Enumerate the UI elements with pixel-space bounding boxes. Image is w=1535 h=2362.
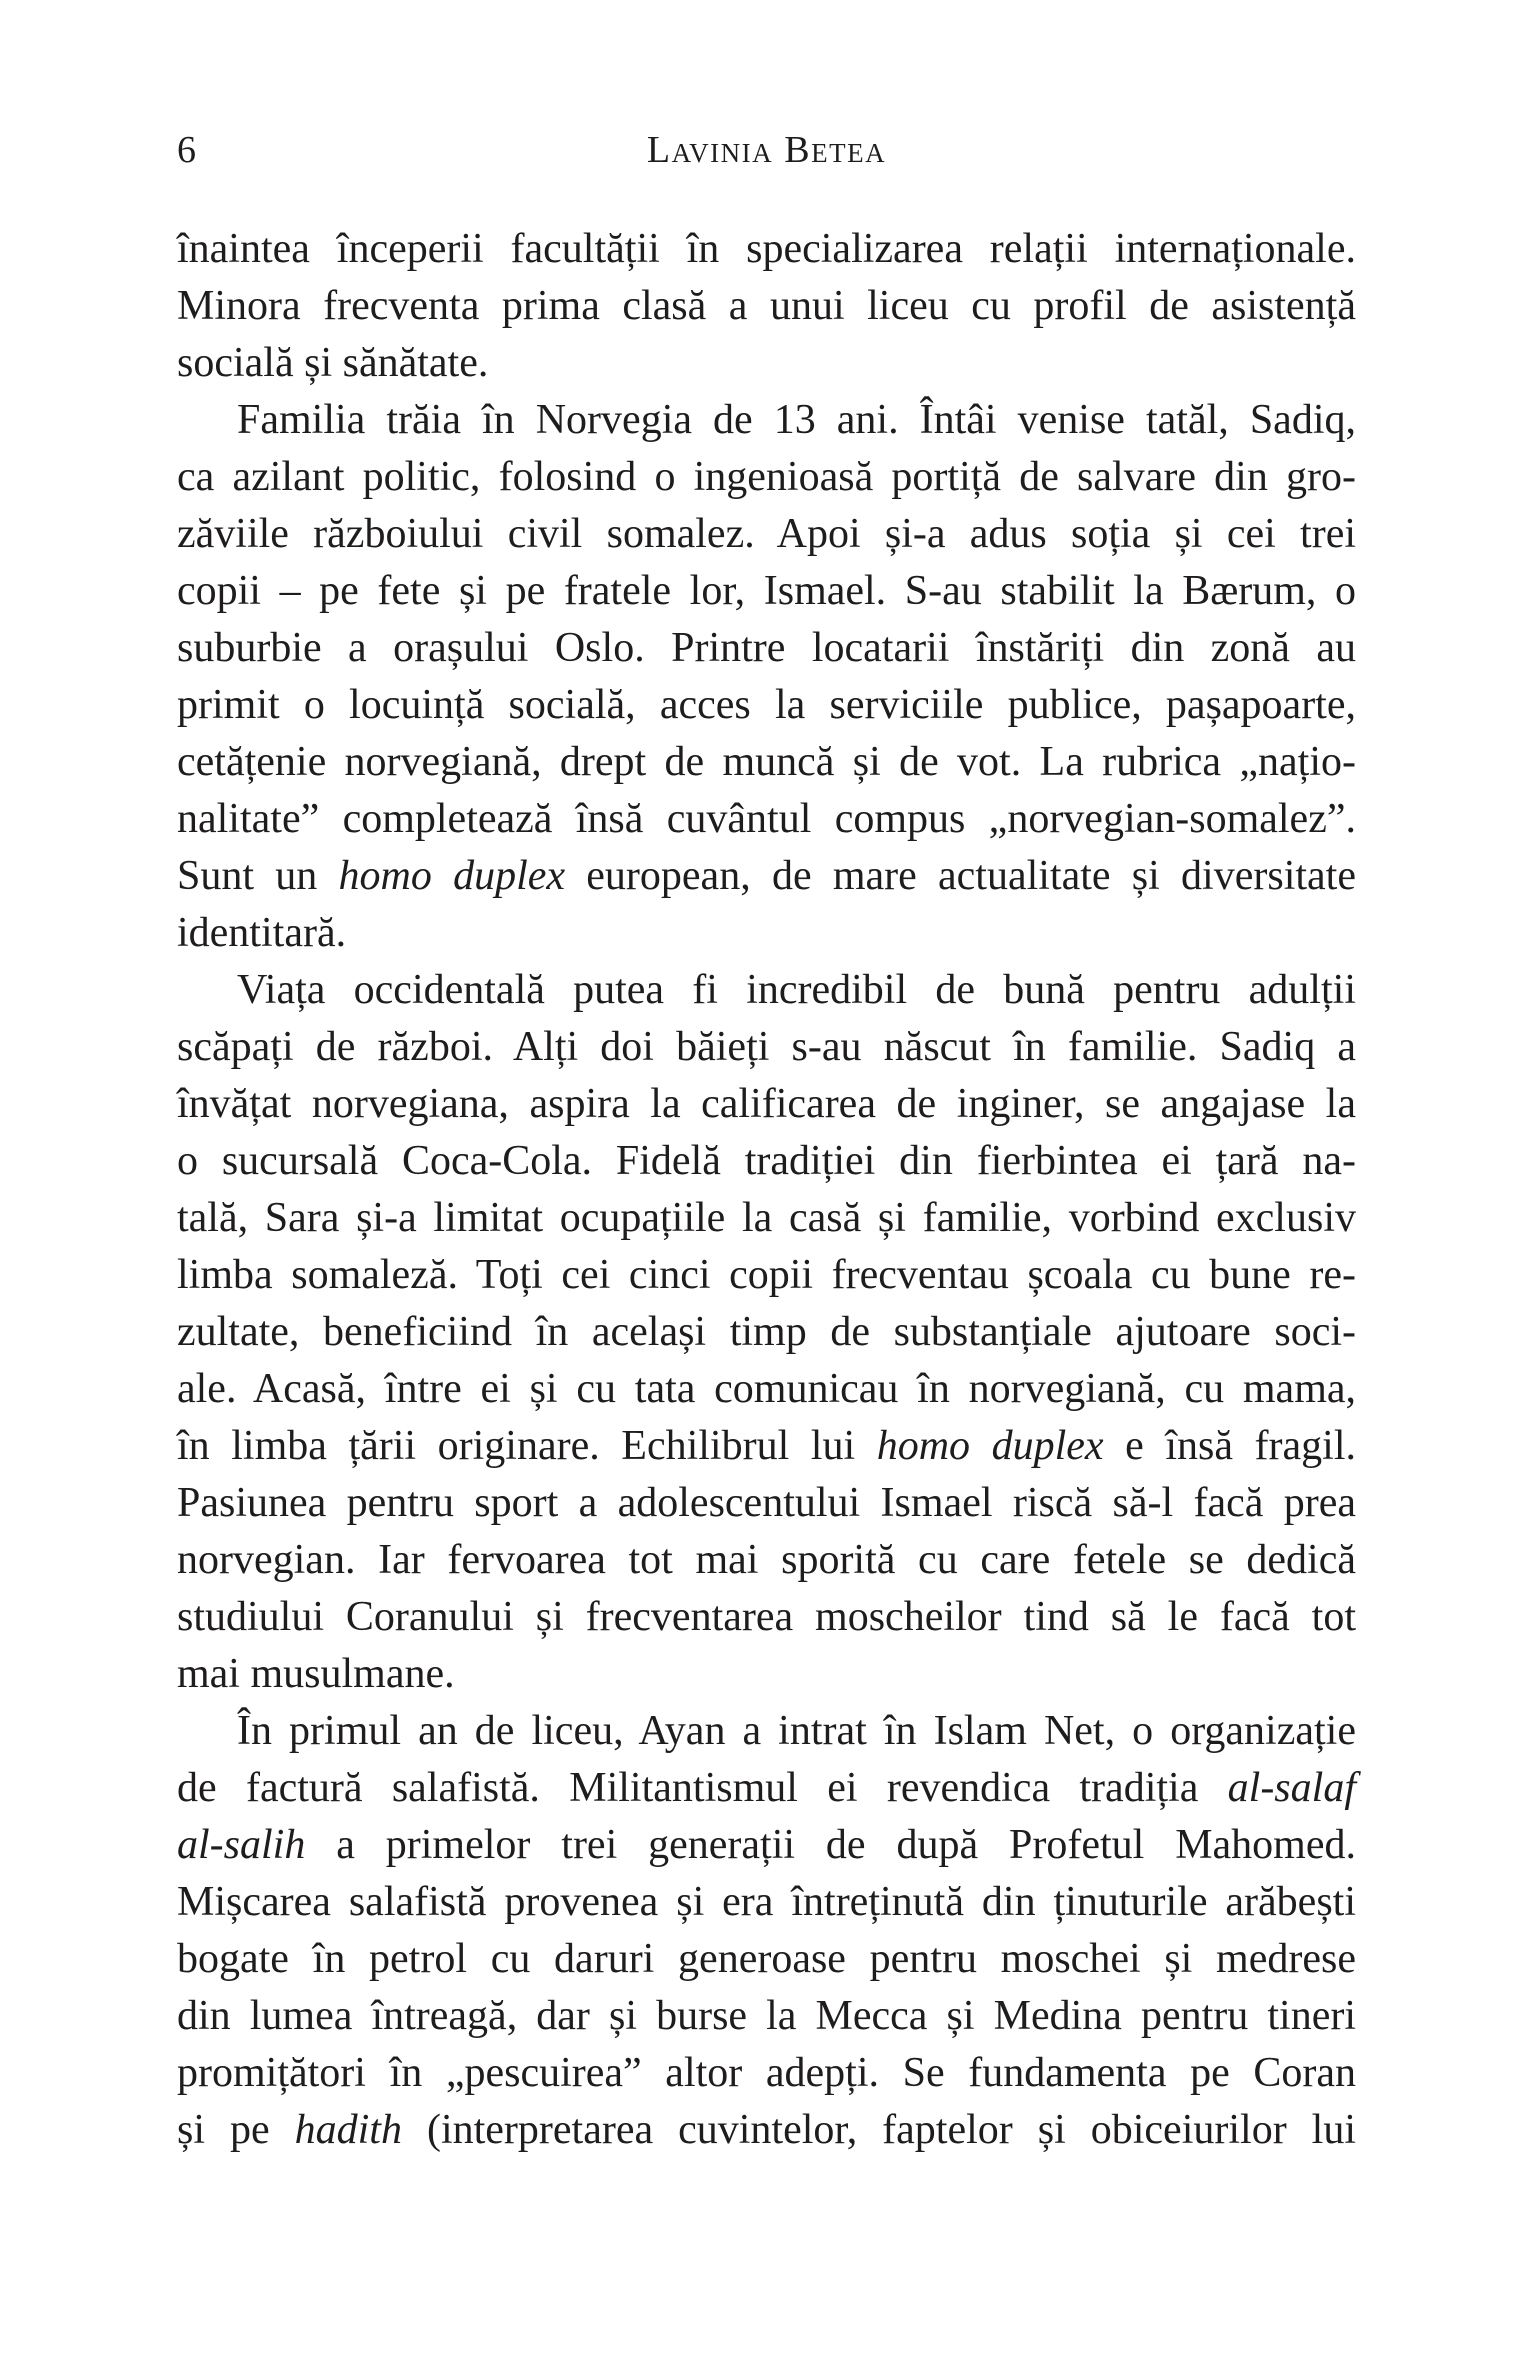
text-line: scăpați de război. Alți doi băieți s-au născut în familie. Sadiq a (177, 1024, 1356, 1070)
page-number: 6 (177, 129, 196, 171)
text-line (177, 848, 1356, 905)
paragraph (177, 221, 1356, 392)
text-line: înaintea începerii facultății în specializarea relații internaționale. (177, 226, 1356, 272)
text-segment: și pe (177, 2107, 295, 2153)
text-line: norvegian. Iar fervoarea tot mai sporită cu care fetele se dedică (177, 1537, 1356, 1583)
text-line: copii – pe fete și pe fratele lor, Ismael. S-au stabilit la Bærum, o (177, 568, 1356, 614)
text-line: Viața occidentală putea fi incredibil de bună pentru adulții (237, 967, 1356, 1013)
text-line: identitară. (177, 910, 347, 956)
text-line: Mișcarea salafistă provenea și era întreținută din ținuturile arăbești (177, 1879, 1356, 1925)
text-line: socială și sănătate. (177, 340, 489, 386)
text-line (177, 2102, 1356, 2159)
text-line: nalitate” completează însă cuvântul compus „norvegian-somalez”. (177, 796, 1356, 842)
text-line: studiului Coranului și frecventarea moscheilor tind să le facă tot (177, 1594, 1356, 1640)
text-line: zultate, beneficiind în același timp de substanțiale ajutoare soci- (177, 1309, 1356, 1355)
text-segment: în limba țării originare. Echilibrul lui (177, 1423, 877, 1469)
text-line: bogate în petrol cu daruri generoase pentru moschei și medrese (177, 1936, 1356, 1982)
italic-term: homo duplex (338, 853, 566, 899)
italic-term: al-salaf (1227, 1765, 1356, 1811)
text-line: suburbie a orașului Oslo. Printre locatarii înstăriți din zonă au (177, 625, 1356, 671)
text-line (177, 1760, 1356, 1817)
running-title: Lavinia Betea (646, 129, 887, 171)
text-line: zăviile războiului civil somalez. Apoi și-a adus soția și cei trei (177, 511, 1356, 557)
body-text (177, 221, 1356, 2159)
italic-term: homo duplex (876, 1423, 1104, 1469)
text-line: Pasiunea pentru sport a adolescentului Ismael riscă să-l facă prea (177, 1480, 1356, 1526)
text-line: învățat norvegiana, aspira la calificarea de inginer, se angajase la (177, 1081, 1356, 1127)
text-line: ca azilant politic, folosind o ingenioasă portiță de salvare din gro- (177, 454, 1356, 500)
text-line: o sucursală Coca-Cola. Fidelă tradiției din fierbintea ei țară na- (177, 1138, 1356, 1184)
text-line: primit o locuință socială, acces la serviciile publice, pașapoarte, (177, 682, 1356, 728)
paragraph (177, 962, 1356, 1703)
text-line: mai musulmane. (177, 1651, 455, 1697)
text-segment: Sunt un (177, 853, 339, 899)
paragraph (177, 392, 1356, 962)
text-line: ale. Acasă, între ei și cu tata comunicau în norvegiană, cu mama, (177, 1366, 1356, 1412)
text-segment: de factură salafistă. Militantismul ei revendica tradiția (177, 1765, 1228, 1811)
running-header (177, 131, 1356, 169)
text-line: cetățenie norvegiană, drept de muncă și de vot. La rubrica „națio- (177, 739, 1356, 785)
paragraph (177, 1703, 1356, 2159)
text-line: limba somaleză. Toți cei cinci copii frecventau școala cu bune re- (177, 1252, 1356, 1298)
text-segment: european, de mare actualitate și diversitate (565, 853, 1356, 899)
text-line: din lumea întreagă, dar și burse la Mecca și Medina pentru tineri (177, 1993, 1356, 2039)
italic-term: al-salih (177, 1822, 306, 1868)
text-line: promițători în „pescuirea” altor adepți. Se fundamenta pe Coran (177, 2050, 1356, 2096)
text-line (177, 1817, 1356, 1874)
text-segment: (interpretarea cuvintelor, faptelor și obiceiurilor lui (401, 2107, 1356, 2153)
text-line (177, 1418, 1356, 1475)
text-line: Minora frecventa prima clasă a unui liceu cu profil de asistență (177, 283, 1356, 329)
text-segment: a primelor trei generații de după Profetul Mahomed. (305, 1822, 1356, 1868)
italic-term: hadith (294, 2107, 402, 2153)
text-line: tală, Sara și-a limitat ocupațiile la casă și familie, vorbind exclusiv (177, 1195, 1356, 1241)
text-segment: e însă fragil. (1103, 1423, 1357, 1469)
text-line: În primul an de liceu, Ayan a intrat în Islam Net, o organizație (237, 1708, 1356, 1754)
text-line: Familia trăia în Norvegia de 13 ani. Întâi venise tatăl, Sadiq, (237, 397, 1356, 443)
